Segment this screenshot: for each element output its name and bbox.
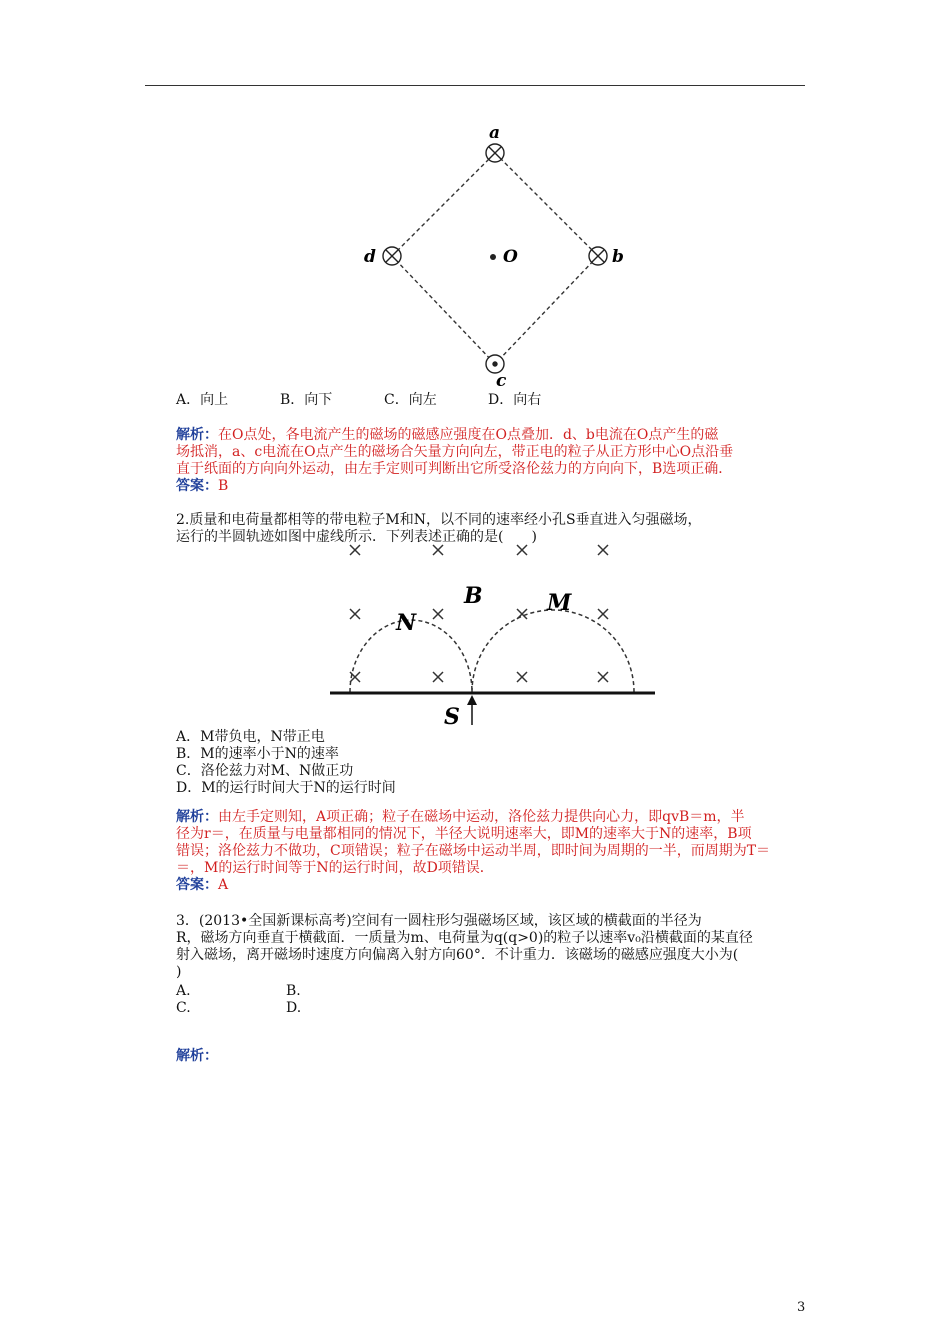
q1-analysis-line-3: 直于纸面的方向向外运动，由左手定则可判断出它所受洛伦兹力的方向向下，B选项正确． (176, 461, 733, 477)
q3-stem-line-2: R，磁场方向垂直于横截面．一质量为m、电荷量为q(q>0)的粒子以速率v₀沿横截面的某直径 (176, 930, 753, 946)
label-a: a (489, 123, 501, 143)
q1-analysis-line-2: 场抵消，a、c电流在O点产生的磁场合矢量方向向左，带正电的粒子从正方形中心O点沿垂 (176, 444, 734, 460)
current-a-symbol (486, 144, 504, 162)
page-number: 3 (797, 1300, 806, 1315)
q3-stem (176, 913, 806, 981)
field-cross (517, 672, 527, 682)
q3-analysis (176, 1048, 806, 1065)
q3-stem-line-1: 3．(2013•全国新课标高考)空间有一圆柱形匀强磁场区域，该区域的横截面的半径为 (176, 913, 702, 929)
q2-options (176, 729, 806, 797)
field-cross (598, 609, 608, 619)
field-cross (598, 672, 608, 682)
field-cross (433, 672, 443, 682)
field-cross (350, 545, 360, 555)
center-point (490, 254, 496, 260)
q2-analysis-line-1: 由左手定则知，A项正确；粒子在磁场中运动，洛伦兹力提供向心力，即qvB＝m，半 (218, 809, 745, 825)
q1-analysis-label: 解析： (176, 427, 218, 443)
field-cross (350, 609, 360, 619)
current-b-symbol (589, 247, 607, 265)
q2-stem-line-2: 运行的半圆轨迹如图中虚线所示．下列表述正确的是( ) (176, 529, 537, 545)
current-d-symbol (383, 247, 401, 265)
q2-option-d: D．M的运行时间大于N的运行时间 (176, 780, 396, 796)
field-cross (433, 609, 443, 619)
q3-stem-line-3: 射入磁场，离开磁场时速度方向偏离入射方向60°．不计重力．该磁场的磁感应强度大小为( (176, 947, 739, 963)
q2-analysis-line-3: 错误；洛伦兹力不做功，C项错误；粒子在磁场中运动半周，即时间为周期的一半，而周期为T＝ (176, 843, 771, 859)
trajectory-m (472, 610, 634, 692)
q2-answer: A (218, 877, 229, 893)
q3-option-b: B. (286, 983, 301, 999)
field-cross (517, 545, 527, 555)
label-o: O (503, 247, 518, 267)
label-d: d (364, 247, 376, 267)
q1-option-d: D．向右 (488, 392, 542, 408)
q1-option-a: A．向上 (176, 392, 229, 408)
q2-analysis-label: 解析： (176, 809, 218, 825)
q2-analysis (176, 809, 806, 894)
q3-stem-line-4: ) (176, 964, 182, 980)
q2-analysis-line-4: ＝，M的运行时间等于N的运行时间，故D项错误． (176, 860, 494, 876)
label-b-field: B (464, 583, 483, 609)
field-cross (598, 545, 608, 555)
q3-option-a: A. (176, 983, 191, 999)
q2-stem-line-1: 2.质量和电荷量都相等的带电粒子M和N，以不同的速率经小孔S垂直进入匀强磁场， (176, 512, 702, 528)
q1-option-c: C．向左 (384, 392, 437, 408)
q3-options (176, 983, 806, 1017)
q2-option-b: B．M的速率小于N的速率 (176, 746, 339, 762)
q1-answer-label: 答案： (176, 478, 218, 494)
label-s: S (444, 704, 460, 730)
label-n: N (396, 610, 417, 636)
figure-trajectories (325, 535, 665, 730)
q1-options (176, 392, 806, 409)
field-cross (433, 545, 443, 555)
q3-analysis-label: 解析： (176, 1048, 218, 1064)
label-b: b (612, 247, 624, 267)
q1-analysis (176, 427, 806, 495)
q2-answer-label: 答案： (176, 877, 218, 893)
label-c: c (496, 371, 507, 390)
label-m: M (547, 590, 572, 616)
q2-option-c: C．洛伦兹力对M、N做正功 (176, 763, 354, 779)
q1-answer: B (218, 478, 229, 494)
q2-analysis-line-2: 径为r＝，在质量与电量都相同的情况下，半径大说明速率大，即M的速率大于N的速率，B项 (176, 826, 752, 842)
q1-option-b: B．向下 (280, 392, 333, 408)
figure-square-currents (355, 120, 645, 390)
q2-option-a: A．M带负电，N带正电 (176, 729, 325, 745)
q3-option-d: D. (286, 1000, 302, 1016)
q1-analysis-line-1: 在O点处，各电流产生的磁场的磁感应强度在O点叠加．d、b电流在O点产生的磁 (218, 427, 719, 443)
q3-option-c: C. (176, 1000, 191, 1016)
header-rule (145, 85, 805, 86)
